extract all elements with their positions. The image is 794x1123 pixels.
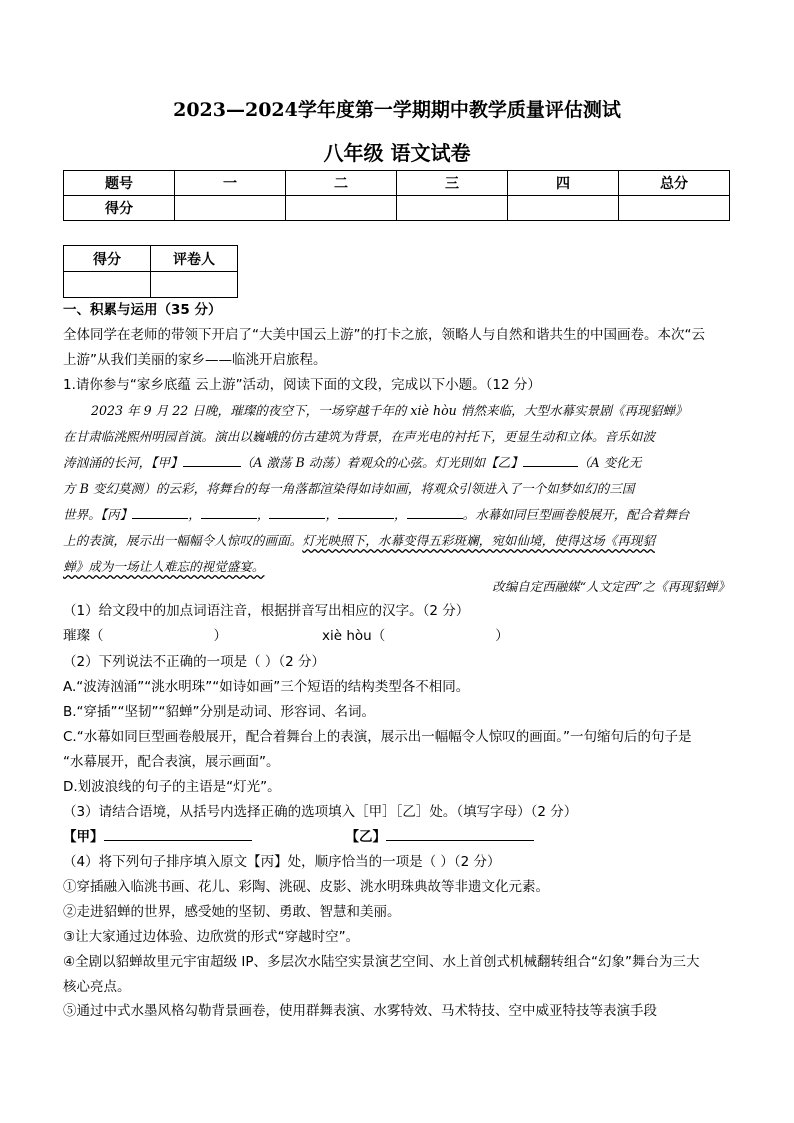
passage-text: 。水幕如同巨型画卷般展开，配合着舞台 bbox=[462, 507, 690, 522]
section-heading: 一、积累与运用（35 分） bbox=[63, 302, 222, 318]
score-header-cell: 二 bbox=[286, 171, 397, 196]
passage-text: 上的表演，展示出一幅幅令人惊叹的画面。 bbox=[63, 533, 303, 548]
paren-close: ） bbox=[495, 628, 509, 644]
sub-question-1: （1）给文段中的加点词语注音，根据拼音写出相应的汉字。（2 分） bbox=[63, 603, 470, 619]
blank-bing-1[interactable] bbox=[132, 506, 188, 519]
sentence-option-5: ⑤通过中式水墨风格勾勒背景画卷，使用群舞表演、水雾特效、马术特技、空中威亚特技等表演手段 bbox=[63, 1003, 657, 1019]
pinyin-answer-line bbox=[63, 625, 733, 647]
grader-table bbox=[63, 245, 238, 298]
passage-line: 在甘肃临洮熙州明园首演。演出以巍峨的仿古建筑为背景，在声光电的衬托下，更显生动和立体。音乐如波 bbox=[63, 429, 655, 444]
passage-source: 改编自定西融媒“人文定西”之《再现貂蝉》 bbox=[492, 579, 730, 594]
label-jia: 【甲】 bbox=[63, 829, 104, 845]
score-table-header-row bbox=[64, 171, 730, 196]
option-d: D.划波浪线的句子的主语是“灯光”。 bbox=[63, 779, 281, 795]
score-header-cell: 一 bbox=[175, 171, 286, 196]
paren-close: ） bbox=[213, 628, 227, 644]
passage-line: 方 B 变幻莫测）的云彩，将舞台的每一角落都渲染得如诗如画，将观众引领进入了一个如梦如幻的三国 bbox=[63, 481, 635, 496]
score-cell[interactable] bbox=[286, 196, 397, 221]
sub-question-4: （4）将下列句子排序填入原文【丙】处，顺序恰当的一项是（ ）（2 分） bbox=[63, 854, 501, 870]
grader-score-cell[interactable] bbox=[64, 272, 151, 298]
option-b: B.“穿插”“坚韧”“貂蝉”分别是动词、形容词、名词。 bbox=[63, 704, 376, 720]
score-header-cell: 总分 bbox=[619, 171, 730, 196]
score-cell[interactable] bbox=[175, 196, 286, 221]
passage-text: 世界。【丙】 bbox=[63, 507, 133, 522]
blank-yi[interactable] bbox=[523, 454, 578, 467]
question-1: 1.请你参与“家乡底蕴 云上游”活动，阅读下面的文段，完成以下小题。（12 分） bbox=[63, 377, 541, 393]
score-table bbox=[63, 170, 730, 221]
blank-bing-2[interactable] bbox=[201, 506, 257, 519]
option-c-cont: “水幕展开，配合表演，展示画面”。 bbox=[63, 754, 280, 770]
score-cell[interactable] bbox=[397, 196, 508, 221]
grader-score-label: 得分 bbox=[64, 246, 151, 272]
blank-bing-5[interactable] bbox=[407, 506, 463, 519]
sub-question-3: （3）请结合语境，从括号内选择正确的选项填入［甲］［乙］处。（填写字母）（2 分） bbox=[63, 804, 578, 820]
blank-bing-4[interactable] bbox=[338, 506, 394, 519]
answer-line-3 bbox=[63, 826, 733, 848]
score-header-cell: 题号 bbox=[64, 171, 175, 196]
reading-passage bbox=[63, 398, 730, 580]
passage-text: 涛汹涌的长河，【甲】 bbox=[63, 455, 183, 470]
intro-line: 上游”从我们美丽的家乡——临洮开启旅程。 bbox=[63, 352, 327, 368]
passage-line bbox=[63, 450, 730, 476]
wavy-underlined-sentence: 蝉》成为一场让人难忘的视觉盛宴。 bbox=[63, 559, 265, 574]
grader-name-cell[interactable] bbox=[151, 272, 238, 298]
passage-line bbox=[63, 528, 730, 554]
wavy-underlined-sentence: 灯光映照下，水幕变得五彩斑斓，宛如仙境，使得这场《再现貂 bbox=[302, 533, 655, 548]
passage-line: 2023 年 9 月 22 日晚，璀璨的夜空下，一场穿越千年的 xiè hòu 悄然来临，大型水幕实景剧《再现貂蝉》 bbox=[91, 403, 688, 418]
passage-line: 世界。【丙】 ， ， ， ， 。水幕如同巨型画卷般展开，配合着舞台 bbox=[63, 507, 690, 522]
score-header-cell: 三 bbox=[397, 171, 508, 196]
blank-bing-3[interactable] bbox=[269, 506, 325, 519]
option-c: C.“水幕如同巨型画卷般展开，配合着舞台上的表演，展示出一幅幅令人惊叹的画面。”一句缩句后的句子是 bbox=[63, 729, 692, 745]
passage-text: （A 激荡 B 动荡）着观众的心弦。灯光則如【乙】 bbox=[240, 455, 523, 470]
score-row-label: 得分 bbox=[64, 196, 175, 221]
option-a: A.“波涛汹涌”“洮水明珠”“如诗如画”三个短语的结构类型各不相同。 bbox=[63, 679, 470, 695]
label-yi: 【乙】 bbox=[345, 829, 386, 845]
sub-question-2: （2）下列说法不正确的一项是（ ）（2 分） bbox=[63, 654, 326, 670]
sentence-option-2: ②走进貂蝉的世界，感受她的坚韧、勇敢、智慧和美丽。 bbox=[63, 904, 401, 920]
sentence-option-3: ③让大家通过边体验、边欣赏的形式“穿越时空”。 bbox=[63, 929, 360, 945]
answer-yi[interactable] bbox=[386, 828, 534, 841]
passage-text: （A 变化无 bbox=[577, 455, 642, 470]
answer-jia[interactable] bbox=[104, 828, 252, 841]
word-xiehou: xiè hòu（ bbox=[322, 628, 386, 644]
exam-title: 2023—2024学年度第一学期期中教学质量评估测试 bbox=[173, 99, 621, 121]
score-cell[interactable] bbox=[619, 196, 730, 221]
score-table-score-row bbox=[64, 196, 730, 221]
score-header-cell: 四 bbox=[508, 171, 619, 196]
intro-line: 全体同学在老师的带领下开启了“大美中国云上游”的打卡之旅，领略人与自然和谐共生的中国画卷。本次“云 bbox=[63, 327, 705, 343]
score-cell[interactable] bbox=[508, 196, 619, 221]
grader-name-label: 评卷人 bbox=[151, 246, 238, 272]
blank-jia[interactable] bbox=[183, 454, 241, 467]
sentence-option-1: ①穿插融入临洮书画、花儿、彩陶、洮砚、皮影、洮水明珠典故等非遗文化元素。 bbox=[63, 879, 549, 895]
exam-subtitle: 八年级 语文试卷 bbox=[323, 141, 471, 165]
sentence-option-4-cont: 核心亮点。 bbox=[63, 979, 131, 995]
word-cuican: 璀璨（ bbox=[63, 628, 104, 644]
sentence-option-4: ④全剧以貂蝉故里元宇宙超级 IP、多层次水陆空实景演艺空间、水上首创式机械翻转组合“幻象”舞台为三大 bbox=[63, 954, 700, 970]
